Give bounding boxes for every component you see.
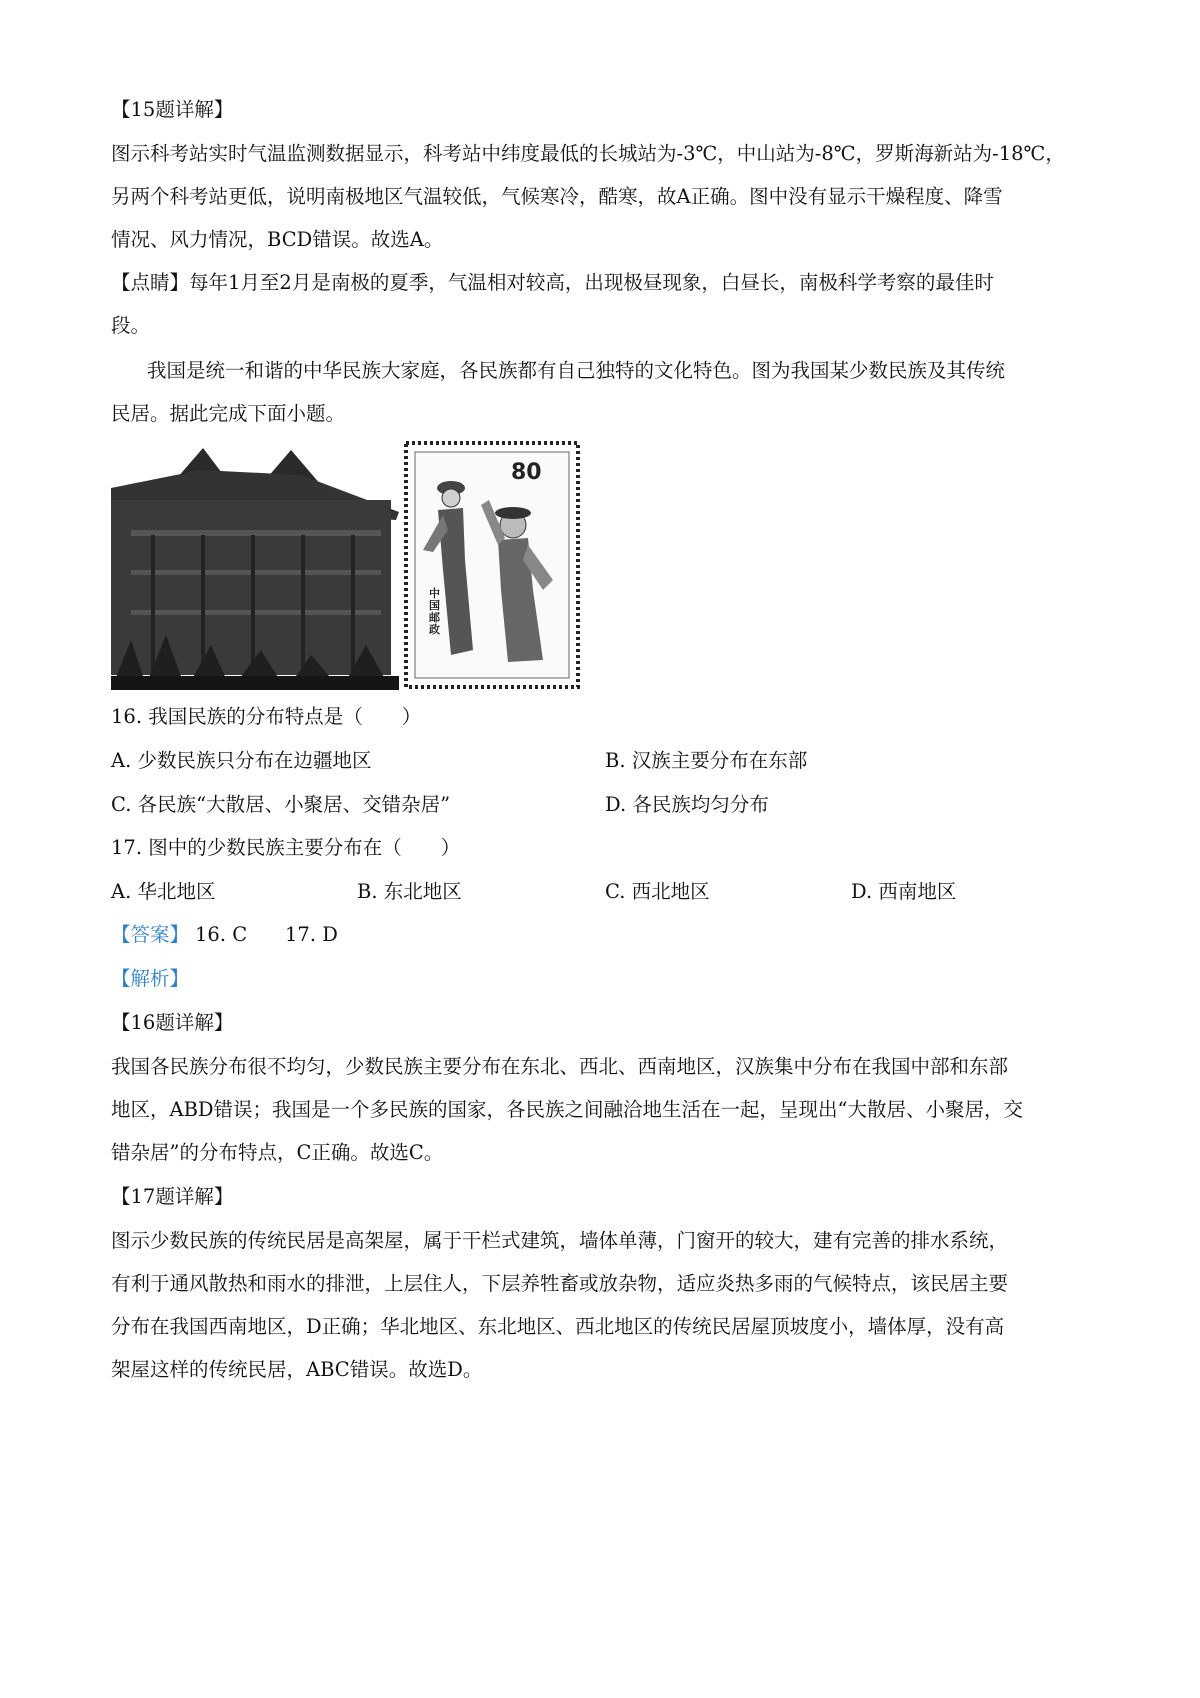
q16-option-c: C. 各民族“大散居、小聚居、交错杂居”	[111, 793, 451, 816]
q17-detail-heading: 【17题详解】	[111, 1185, 234, 1208]
q15-detail-line-2: 另两个科考站更低，说明南极地区气温较低，气候寒冷，酷寒，故A正确。图中没有显示干燥程度、降雪	[111, 185, 1003, 208]
q17-detail-line-4: 架屋这样的传统民居，ABC错误。故选D。	[111, 1358, 483, 1381]
stamp-country: 中国邮政	[429, 587, 440, 636]
q17-detail-line-3: 分布在我国西南地区，D正确；华北地区、东北地区、西北地区的传统民居屋顶坡度小，墙体厚，没有高	[111, 1315, 1005, 1338]
q15-detail-line-1: 图示科考站实时气温监测数据显示，科考站中纬度最低的长城站为-3℃，中山站为-8℃，罗斯海新站为-18℃，	[111, 142, 1065, 165]
q15-detail-line-3: 情况、风力情况，BCD错误。故选A。	[111, 228, 444, 251]
stamp-value: 80	[511, 460, 542, 485]
q16-option-a: A. 少数民族只分布在边疆地区	[111, 749, 372, 772]
q17-option-d: D. 西南地区	[851, 880, 957, 903]
answer-16: 16. C	[195, 923, 248, 946]
q17-detail-line-2: 有利于通风散热和雨水的排泄，上层住人，下层养牲畜或放杂物，适应炎热多雨的气候特点，该民居主要	[111, 1272, 1009, 1295]
q17-detail-line-1: 图示少数民族的传统民居是高架屋，属于干栏式建筑，墙体单薄，门窗开的较大，建有完善的排水系统，	[111, 1229, 1009, 1252]
answer-label: 【答案】	[111, 923, 190, 946]
q16-stem: 16. 我国民族的分布特点是（ ）	[111, 705, 422, 728]
q17-option-a: A. 华北地区	[111, 880, 216, 903]
postage-stamp	[403, 440, 581, 690]
q16-option-d: D. 各民族均匀分布	[605, 793, 769, 816]
q17-option-b: B. 东北地区	[357, 880, 462, 903]
q17-stem: 17. 图中的少数民族主要分布在（ ）	[111, 836, 461, 859]
stilt-house-photo	[111, 440, 399, 690]
q15-detail-heading: 【15题详解】	[111, 98, 234, 121]
intro-line-2: 民居。据此完成下面小题。	[111, 402, 346, 425]
q16-detail-line-3: 错杂居”的分布特点，C正确。故选C。	[111, 1141, 444, 1164]
answer-17: 17. D	[285, 923, 338, 946]
intro-line-1: 我国是统一和谐的中华民族大家庭，各民族都有自己独特的文化特色。图为我国某少数民族及其传统	[147, 359, 1006, 382]
q16-option-b: B. 汉族主要分布在东部	[605, 749, 808, 772]
q16-detail-line-1: 我国各民族分布很不均匀，少数民族主要分布在东北、西北、西南地区，汉族集中分布在我国中部和东部	[111, 1055, 1009, 1078]
q17-option-c: C. 西北地区	[605, 880, 710, 903]
q15-tip-line-2: 段。	[111, 314, 151, 337]
q16-detail-heading: 【16题详解】	[111, 1011, 234, 1034]
q16-detail-line-2: 地区，ABD错误；我国是一个多民族的国家，各民族之间融洽地生活在一起，呈现出“大散居、小聚居，交	[111, 1098, 1024, 1121]
q15-tip-line-1: 【点睛】每年1月至2月是南极的夏季，气温相对较高，出现极昼现象，白昼长，南极科学考察的最佳时	[111, 271, 994, 294]
analysis-label: 【解析】	[111, 967, 190, 990]
